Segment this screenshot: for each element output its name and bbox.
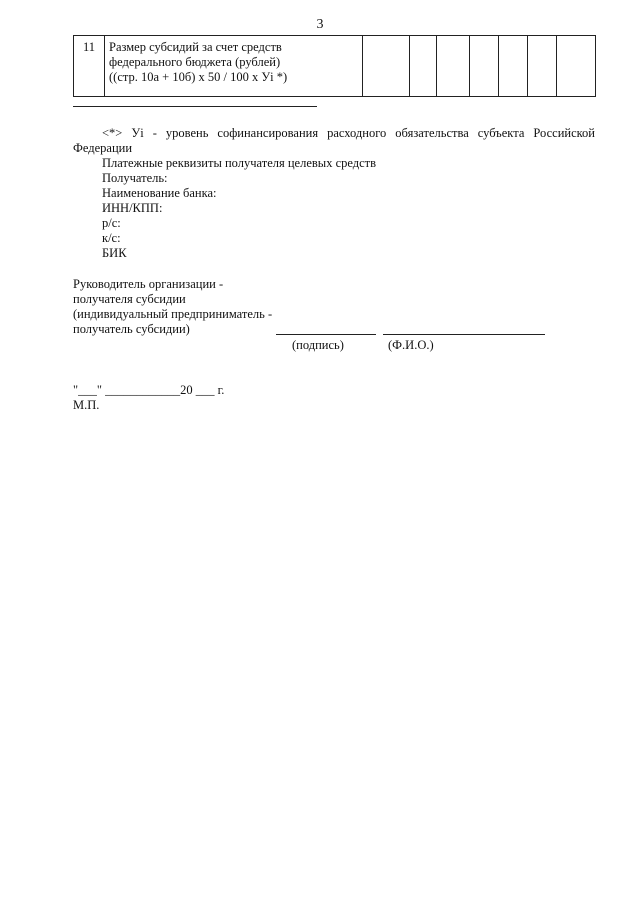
requisites-title: Платежные реквизиты получателя целевых средств [102, 156, 377, 170]
row-label-line-2: федерального бюджета (рублей) [109, 55, 281, 69]
fio-caption: (Ф.И.О.) [388, 338, 434, 352]
date-line: "___" ____________20 ___ г. [73, 383, 225, 397]
correspondent-account-label: к/с: [102, 231, 121, 245]
signatory-line-1: Руководитель организации - [73, 277, 224, 291]
row-label-line-1: Размер субсидий за счет средств [109, 40, 282, 54]
page-number: 3 [316, 17, 324, 32]
empty-cell [499, 36, 528, 97]
row-label-line-3: ((стр. 10а + 10б) х 50 / 100 х Уi *) [109, 70, 288, 84]
fio-blank [383, 334, 545, 335]
empty-cell [363, 36, 410, 97]
recipient-label: Получатель: [102, 171, 168, 185]
empty-cell [470, 36, 499, 97]
signature-blank [276, 334, 376, 335]
empty-cell [557, 36, 596, 97]
signatory-line-2: получателя субсидии [73, 292, 186, 306]
signature-caption: (подпись) [292, 338, 344, 352]
row-number-cell: 11 [74, 36, 105, 97]
bank-name-label: Наименование банка: [102, 186, 217, 200]
row-label-cell [105, 36, 363, 97]
empty-cell [528, 36, 557, 97]
empty-cell [410, 36, 437, 97]
settlement-account-label: р/с: [102, 216, 121, 230]
inn-kpp-label: ИНН/КПП: [102, 201, 163, 215]
footnote-text-continued: Федерации [73, 141, 133, 155]
empty-cell [437, 36, 470, 97]
stamp-label: М.П. [73, 398, 100, 412]
signatory-line-4: получатель субсидии) [73, 322, 190, 336]
subsidy-table [73, 35, 596, 97]
signatory-line-3: (индивидуальный предприниматель - [73, 307, 273, 321]
table-row [74, 36, 596, 97]
footnote-text: <*> Уi - уровень софинансирования расходного обязательства субъекта Российской [102, 126, 595, 140]
footnote-separator [73, 106, 317, 107]
bik-label: БИК [102, 246, 127, 260]
